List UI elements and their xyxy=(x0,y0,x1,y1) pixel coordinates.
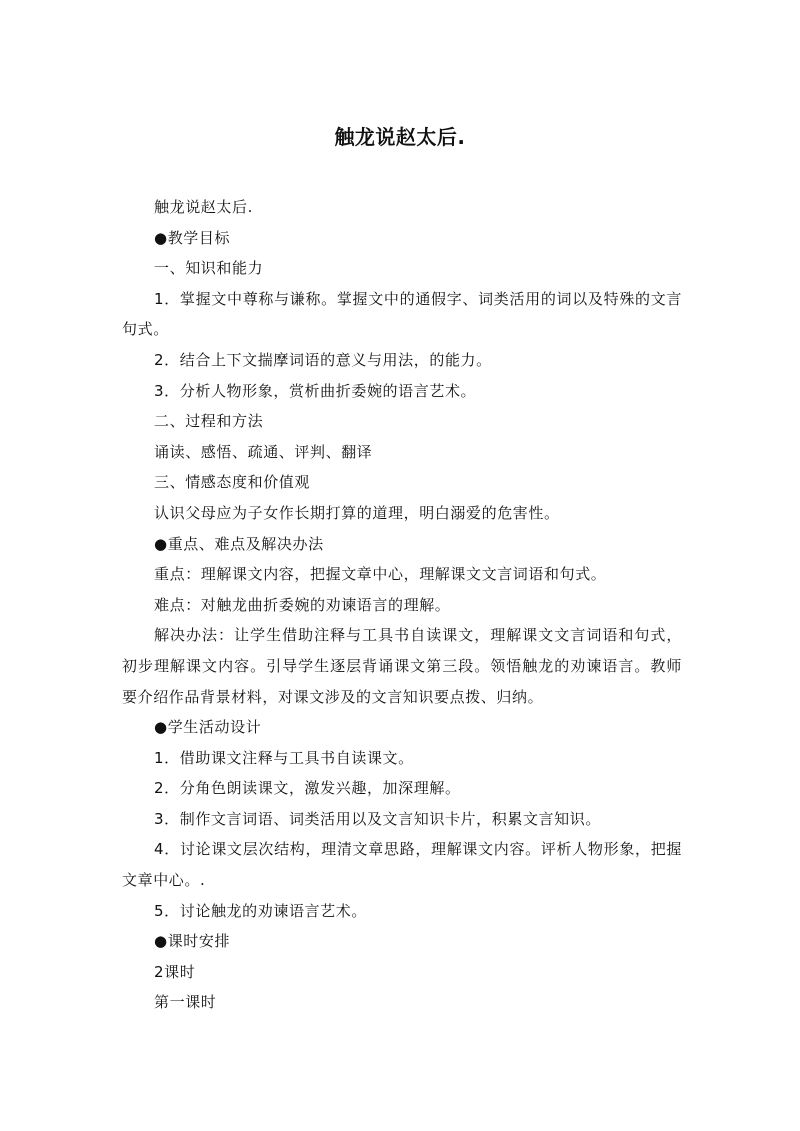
document-title: 触龙说赵太后. xyxy=(334,125,466,149)
paragraph-key-point: 重点：理解课文内容，把握文章中心，理解课文文言词语和句式。 xyxy=(154,565,607,584)
list-item-3: 3．分析人物形象，赏析曲折委婉的语言艺术。 xyxy=(154,381,477,400)
list-item-2: 2．结合上下文揣摩词语的意义与用法，的能力。 xyxy=(154,350,492,369)
paragraph-values: 认识父母应为子女作长期打算的道理，明白溺爱的危害性。 xyxy=(154,503,560,522)
activity-item-3: 3．制作文言词语、词类活用以及文言知识卡片，积累文言知识。 xyxy=(154,809,601,828)
heading-knowledge-ability: 一、知识和能力 xyxy=(154,259,264,278)
heading-emotion-values: 三、情感态度和价值观 xyxy=(154,473,311,492)
heading-process-method: 二、过程和方法 xyxy=(154,412,264,431)
heading-key-points: ●重点、难点及解决办法 xyxy=(154,534,324,553)
document-body xyxy=(122,192,682,1018)
activity-item-4: 4．讨论课文层次结构，理清文章思路，理解课文内容。评析人物形象，把握文章中心。. xyxy=(122,840,682,890)
paragraph-subtitle: 触龙说赵太后. xyxy=(154,198,253,216)
paragraph-hours: 2课时 xyxy=(154,962,196,981)
activity-item-1: 1．借助课文注释与工具书自读课文。 xyxy=(154,748,414,767)
heading-schedule: ●课时安排 xyxy=(154,932,231,951)
activity-item-2: 2．分角色朗读课文，激发兴趣，加深理解。 xyxy=(154,779,461,798)
heading-teaching-goals: ●教学目标 xyxy=(154,228,231,247)
list-item-1: 1．掌握文中尊称与谦称。掌握文中的通假字、词类活用的词以及特殊的文言句式。 xyxy=(122,289,682,339)
paragraph-methods: 诵读、感悟、疏通、评判、翻译 xyxy=(154,442,373,461)
heading-student-activities: ●学生活动设计 xyxy=(154,718,262,737)
paragraph-solution: 解决办法：让学生借助注释与工具书自读课文，理解课文文言词语和句式，初步理解课文内容。引导学生逐层背诵课文第三段。领悟触龙的劝谏语言。教师要介绍作品背景材料，对课文涉及的文言知识要点拨、归纳。 xyxy=(122,626,682,706)
activity-item-5: 5．讨论触龙的劝谏语言艺术。 xyxy=(154,901,367,920)
paragraph-difficulty: 难点：对触龙曲折委婉的劝谏语言的理解。 xyxy=(154,595,451,614)
paragraph-first-lesson: 第一课时 xyxy=(154,993,217,1012)
